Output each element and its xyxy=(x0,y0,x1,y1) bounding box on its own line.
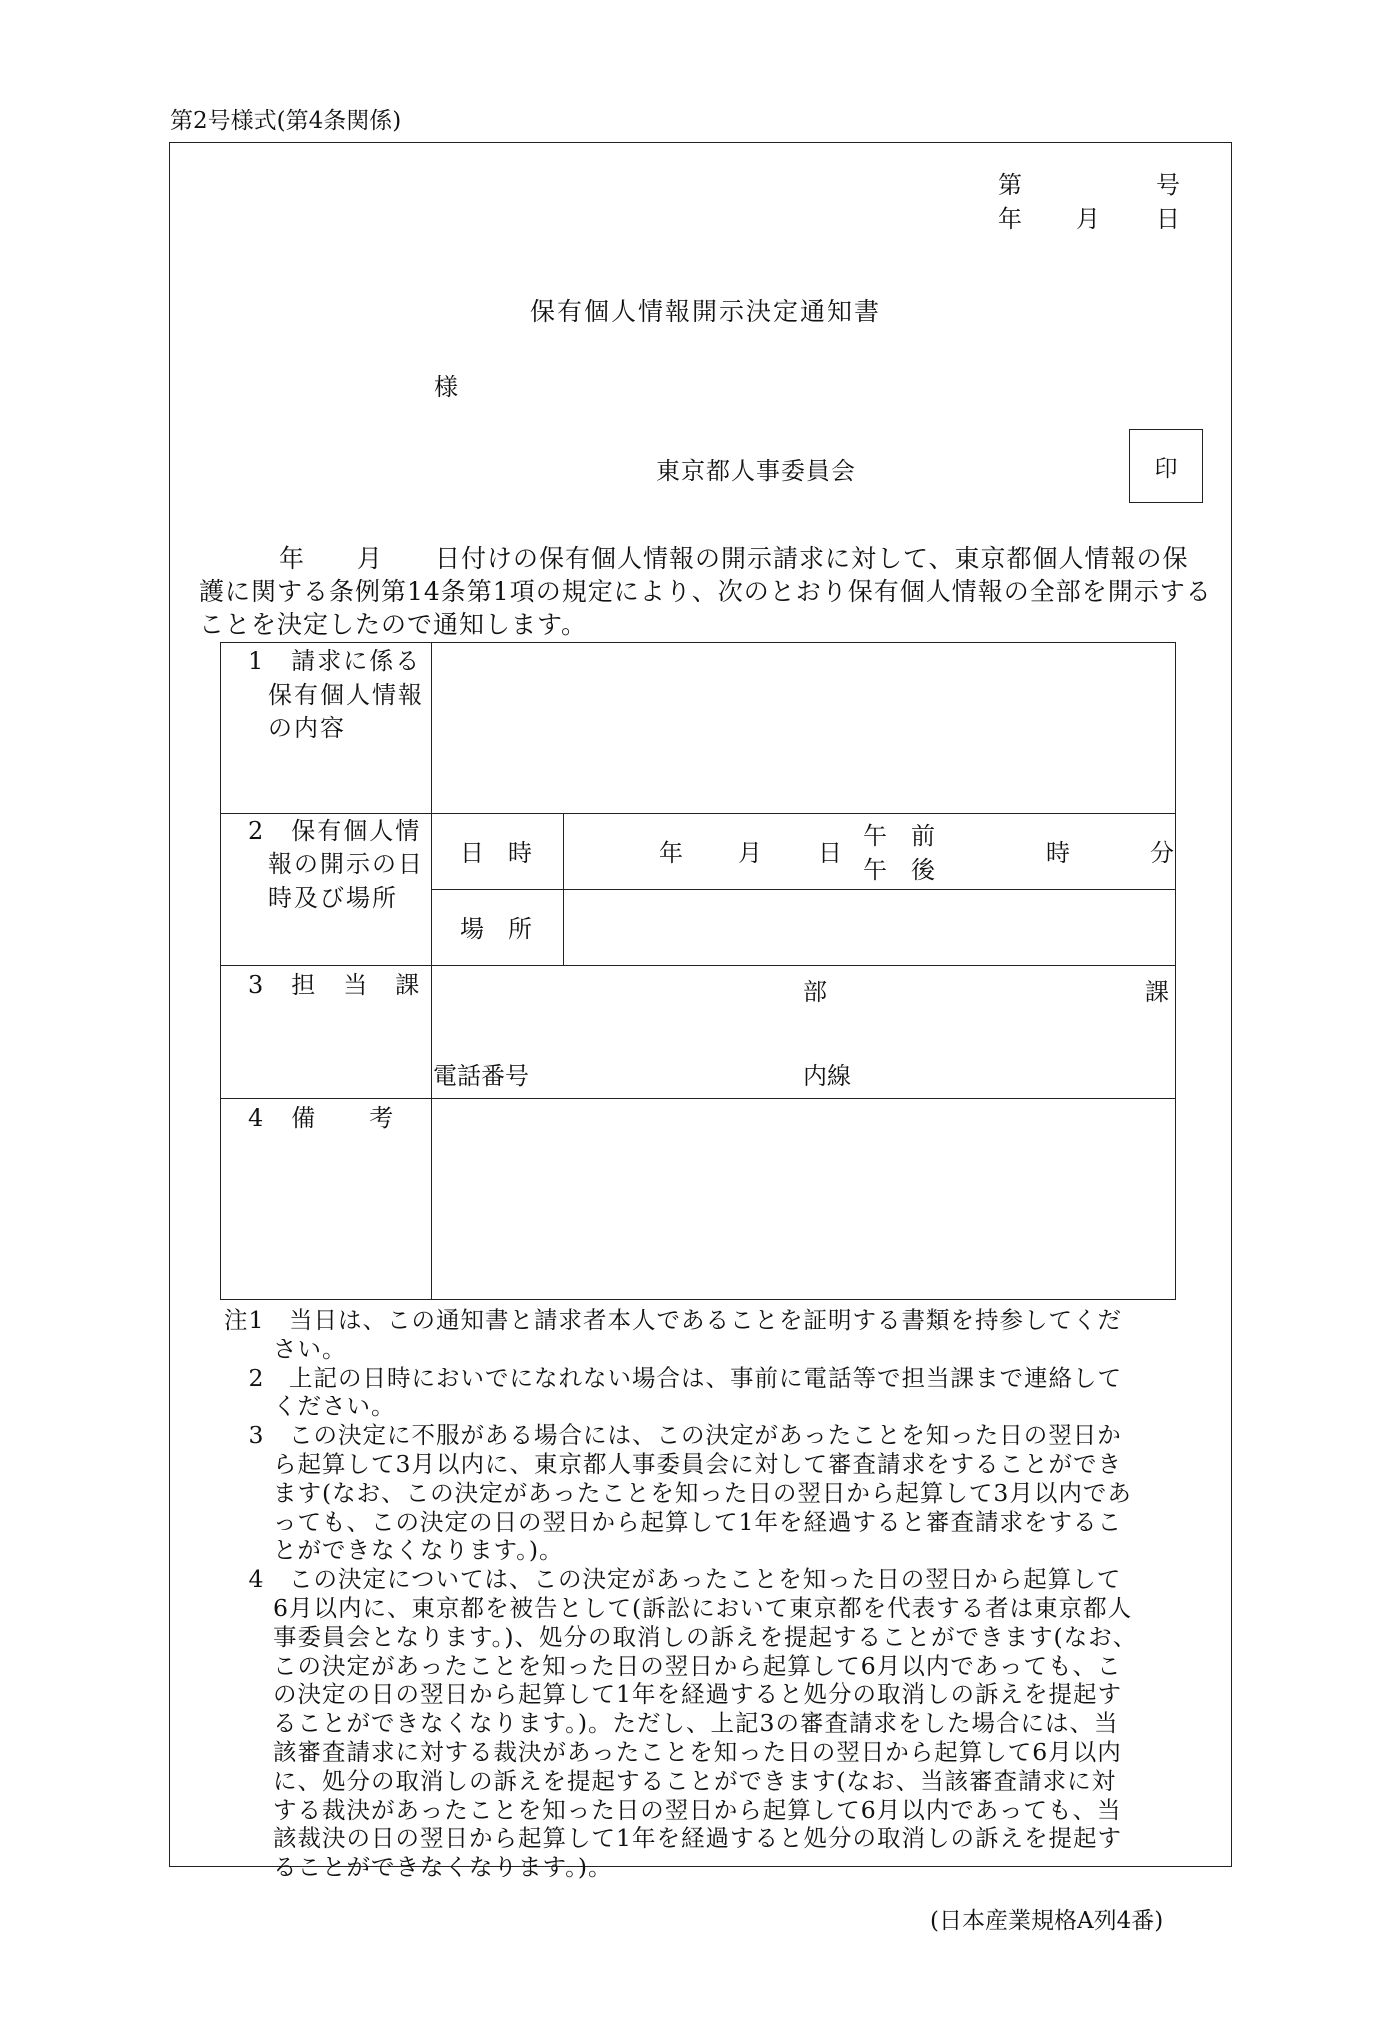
requested-info-content[interactable] xyxy=(433,644,1174,811)
note-line: 4 この決定については、この決定があったことを知った日の翌日から起算して xyxy=(224,1565,1122,1593)
row1-label-line1: 1 請求に係る xyxy=(248,647,422,675)
body-line-2: 護に関する条例第14条第1項の規定により、次のとおり保有個人情報の全部を開示する xyxy=(199,577,1212,606)
note-line: 3 この決定に不服がある場合には、この決定があったことを知った日の翌日か xyxy=(224,1421,1122,1449)
datetime-label: 日 時 xyxy=(460,839,532,867)
note-line: の決定の日の翌日から起算して1年を経過すると処分の取消しの訴えを提起す xyxy=(224,1680,1122,1708)
note-line: この決定があったことを知った日の翌日から起算して6月以内であっても、こ xyxy=(224,1652,1122,1680)
hour-label: 時 xyxy=(1046,839,1070,867)
note-line: 2 上記の日時においでになれない場合は、事前に電話等で担当課まで連絡して xyxy=(224,1364,1122,1392)
note-line: っても、この決定の日の翌日から起算して1年を経過すると審査請求をするこ xyxy=(224,1508,1122,1536)
extension-label: 内線 xyxy=(803,1062,851,1090)
note-line: ら起算して3月以内に、東京都人事委員会に対して審査請求をすることができ xyxy=(224,1450,1122,1478)
issuer-name: 東京都人事委員会 xyxy=(656,457,856,485)
seal-label: 印 xyxy=(1154,455,1178,482)
place-content[interactable] xyxy=(565,891,1174,963)
note-line: ください。 xyxy=(224,1392,396,1420)
note-line: 事委員会となります。)、処分の取消しの訴えを提起することができます(なお、 xyxy=(224,1623,1138,1651)
row-divider xyxy=(431,889,1176,890)
place-label: 場 所 xyxy=(460,915,532,943)
section-label: 課 xyxy=(1145,978,1169,1006)
form-label: 第2号様式(第4条関係) xyxy=(170,108,402,134)
am-option[interactable]: 午 前 xyxy=(863,822,935,850)
body-line-3: ことを決定したので通知します。 xyxy=(199,610,588,639)
note-line: ることができなくなります。)。ただし、上記3の審査請求をした場合には、当 xyxy=(224,1709,1119,1737)
row-divider xyxy=(220,813,1176,814)
note-line: ます(なお、この決定があったことを知った日の翌日から起算して3月以内であ xyxy=(224,1479,1132,1507)
body-line-1: 年 月 日付けの保有個人情報の開示請求に対して、東京都個人情報の保 xyxy=(279,544,1189,573)
document-title: 保有個人情報開示決定通知書 xyxy=(530,297,882,326)
note-line: 6月以内に、東京都を被告として(訴訟において東京都を代表する者は東京都人 xyxy=(224,1594,1133,1622)
row2-label-line3: 時及び場所 xyxy=(268,884,398,912)
minute-label: 分 xyxy=(1150,839,1174,867)
column-divider xyxy=(563,813,564,965)
date-day-label: 日 xyxy=(1156,205,1180,233)
remarks-content[interactable] xyxy=(433,1100,1174,1298)
note-line: 該審査請求に対する裁決があったことを知った日の翌日から起算して6月以内 xyxy=(224,1738,1122,1766)
phone-label: 電話番号 xyxy=(433,1062,529,1090)
row1-label-line2: 保有個人情報 xyxy=(268,681,424,709)
note-line: ることができなくなります。)。 xyxy=(224,1853,613,1881)
date-month-label: 月 xyxy=(1076,205,1100,233)
disclosure-year-label: 年 xyxy=(659,839,683,867)
note-line: 注1 当日は、この通知書と請求者本人であることを証明する書類を持参してくだ xyxy=(224,1306,1122,1334)
paper-size-note: (日本産業規格A列4番) xyxy=(930,1908,1164,1934)
disclosure-day-label: 日 xyxy=(818,839,842,867)
seal-box xyxy=(1129,429,1203,503)
row1-label-line3: の内容 xyxy=(268,714,346,742)
column-divider xyxy=(431,642,432,1300)
note-line: とができなくなります。)。 xyxy=(224,1536,564,1564)
row-divider xyxy=(220,965,1176,966)
row2-label-line1: 2 保有個人情 xyxy=(248,817,422,845)
date-year-label: 年 xyxy=(998,205,1022,233)
department-label: 部 xyxy=(803,978,827,1006)
row-divider xyxy=(220,1098,1176,1099)
pm-option[interactable]: 午 後 xyxy=(863,856,935,884)
note-line: に、処分の取消しの訴えを提起することができます(なお、当該審査請求に対 xyxy=(224,1767,1117,1795)
note-line: さい。 xyxy=(224,1335,347,1363)
disclosure-month-label: 月 xyxy=(738,839,762,867)
note-line: する裁決があったことを知った日の翌日から起算して6月以内であっても、当 xyxy=(224,1796,1122,1824)
note-line: 該裁決の日の翌日から起算して1年を経過すると処分の取消しの訴えを提起す xyxy=(224,1824,1122,1852)
row2-label-line2: 報の開示の日 xyxy=(268,850,424,878)
number-prefix: 第 xyxy=(998,171,1022,199)
number-suffix: 号 xyxy=(1156,171,1180,199)
row4-label: 4 備 考 xyxy=(248,1104,396,1132)
row3-label: 3 担 当 課 xyxy=(248,971,422,999)
addressee-suffix: 様 xyxy=(434,373,458,401)
